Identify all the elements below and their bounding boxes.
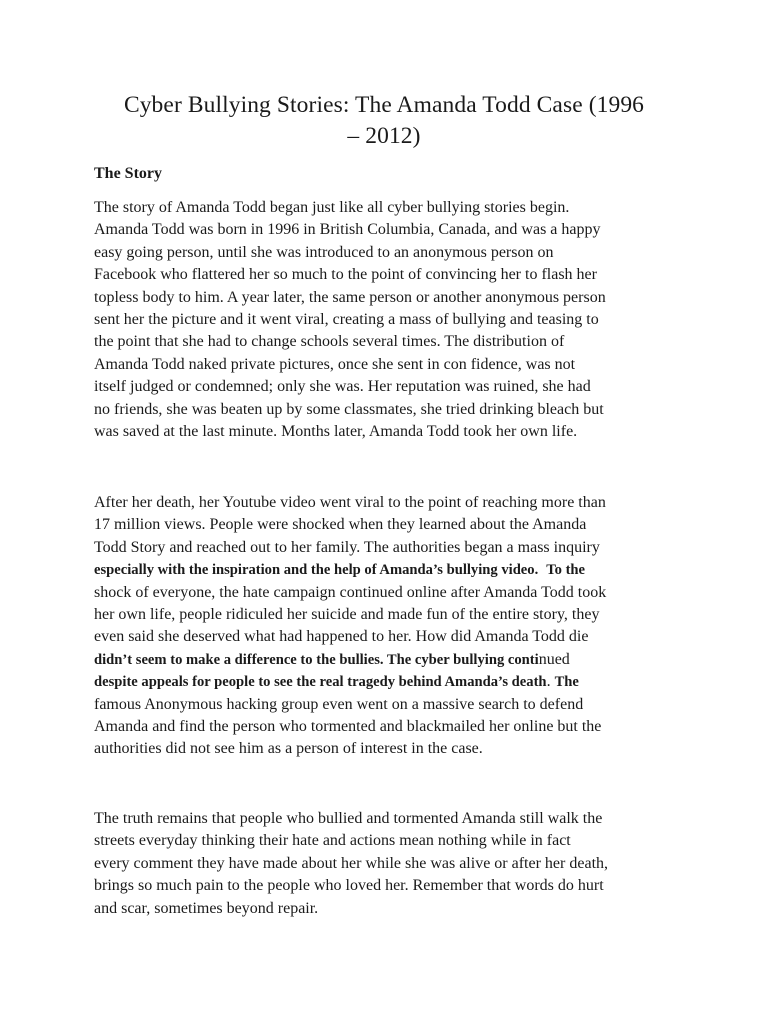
text-line: Todd Story and reached out to her family. The authorities began a mass inquiry [94,538,600,556]
text-line: streets everyday thinking their hate and actions mean nothing while in fact [94,832,571,850]
page-title [80,90,688,152]
text-line: itself judged or condemned; only she was. Her reputation was ruined, she had [94,378,591,396]
section-heading: The Story [94,165,162,182]
text-line: no friends, she was beaten up by some classmates, she tried drinking bleach but [94,400,604,418]
text-line: After her death, her Youtube video went viral to the point of reaching more than [94,494,606,511]
text-line: topless body to him. A year later, the same person or another anonymous person [94,288,606,306]
text-line: was saved at the last minute. Months later, Amanda Todd took her own life. [94,423,578,441]
text-line-mixed [94,671,606,693]
text-line: Amanda Todd was born in 1996 in British Columbia, Canada, and was a happy [94,221,601,239]
bold-text: To the [546,562,586,579]
text-line: shock of everyone, the hate campaign continued online after Amanda Todd took [94,583,607,601]
paragraph-aftermath [94,492,606,761]
text-line: authorities did not see him as a person of interest in the case. [94,740,483,758]
text-line: 17 million views. People were shocked when they learned about the Amanda [94,516,587,534]
text-line: sent her the picture and it went viral, creating a mass of bullying and teasing to [94,311,599,329]
text-line: and scar, sometimes beyond repair. [94,899,319,917]
bold-text: The cyber bullying conti [383,651,539,668]
text-line: brings so much pain to the people who loved her. Remember that words do hurt [94,877,604,895]
text-line: her own life, people ridiculed her suicide and made fun of the entire story, they [94,606,600,624]
bold-text: didn’t seem to make a difference to the bullies. [94,651,384,668]
text-line: the point that she had to change schools several times. The distribution of [94,333,565,351]
text-line: Amanda Todd naked private pictures, once she sent in con fidence, was not [94,355,576,373]
bold-text: especially with the inspiration and the help of Amanda’s bullying video. [94,562,539,579]
text-line: The truth remains that people who bullied and tormented Amanda still walk the [94,810,603,827]
paragraph-conclusion [94,808,608,920]
text-line: easy going person, until she was introduced to an anonymous person on [94,243,554,261]
text-line: every comment they have made about her while she was alive or after her death, [94,854,609,872]
text-line: famous Anonymous hacking group even went on a massive search to defend [94,695,584,713]
paragraph-story [94,197,606,443]
plain-text: . [546,673,555,691]
text-line: Facebook who flattered her so much to the point of convincing her to flash her [94,266,597,284]
bold-text: despite appeals for people to see the real tragedy behind Amanda’s death [94,674,547,691]
text-line-mixed [94,649,606,671]
title-line: Cyber Bullying Stories: The Amanda Todd Case (1996 [123,92,645,118]
plain-text: nued [538,650,570,668]
title-line: – 2012) [347,123,421,149]
bold-text: The [554,674,579,691]
text-line: even said she deserved what had happened to her. How did Amanda Todd die [94,628,589,646]
text-line: Amanda and find the person who tormented and blackmailed her online but the [94,718,602,736]
text-line-mixed [94,559,606,581]
text-line: The story of Amanda Todd began just like all cyber bullying stories begin. [94,199,570,216]
